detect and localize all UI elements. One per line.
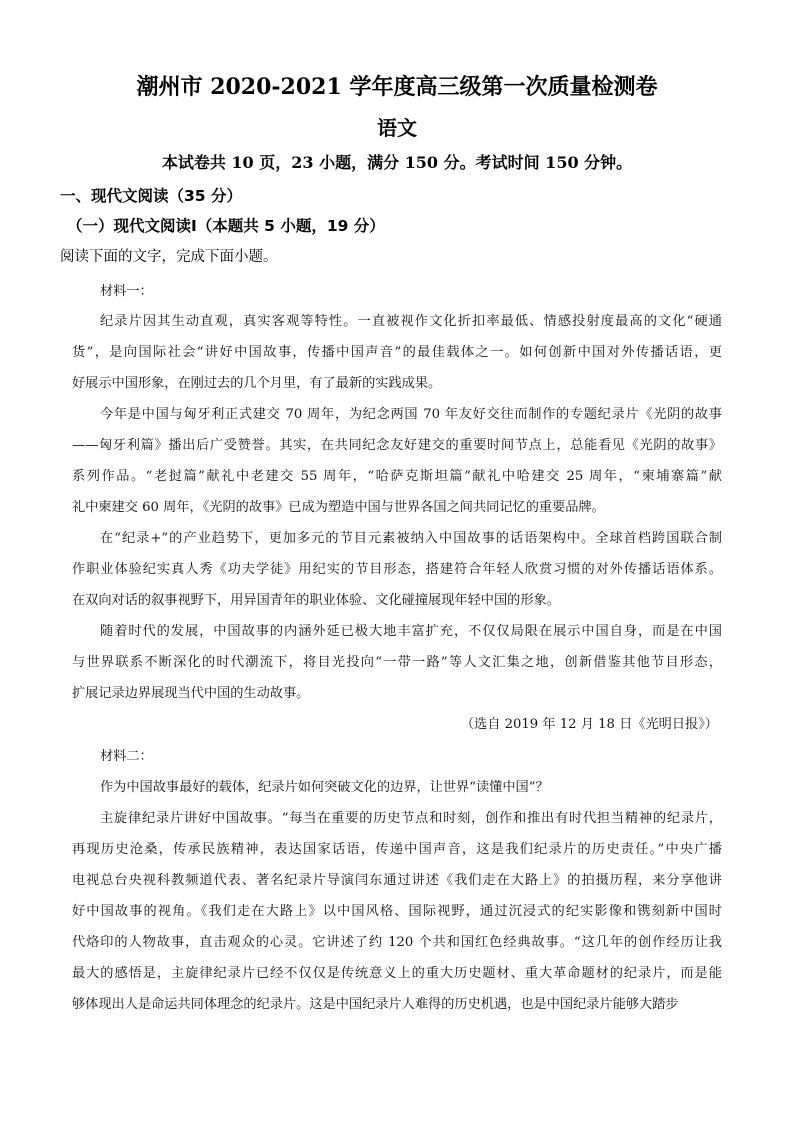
exam-info: 本试卷共 10 页，23 小题，满分 150 分。考试时间 150 分钟。	[161, 153, 633, 172]
paragraph-line: 扩展记录边界展现当代中国的生动故事。	[72, 686, 310, 701]
paragraph-first-line: 在“纪录+”的产业趋势下，更加多元的节目元素被纳入中国故事的话语架构中。全球首档跨国联合制	[100, 531, 722, 545]
section-subheading: （一）现代文阅读Ⅰ（本题共 5 小题，19 分）	[67, 217, 385, 235]
paragraph-line: 好展示中国形象，在刚过去的几个月里，有了最新的实践成果。	[72, 376, 442, 391]
material1-label: 材料一：	[100, 284, 153, 299]
paragraph-first-line: 主旋律纪录片讲好中国故事。“每当在重要的历史节点和时刻，创作和推出有时代担当精神的纪录片，	[100, 811, 722, 825]
reading-instruction: 阅读下面的文字，完成下面小题。	[60, 249, 278, 265]
paragraph-first-line: 纪录片因其生动直观，真实客观等特性。一直被视作文化折扣率最低、情感投射度最高的文化“硬通	[100, 314, 722, 328]
section-heading: 一、现代文阅读（35 分）	[60, 187, 242, 205]
paragraph-line: 礼中柬建交 60 周年，《光阴的故事》已成为塑造中国与世界各国之间共同记忆的重要品牌。	[72, 500, 605, 515]
subject-title: 语文	[377, 116, 417, 140]
paragraph-first-line: 作为中国故事最好的载体，纪录片如何突破文化的边界，让世界“读懂中国”？	[100, 780, 549, 795]
paragraph-line: ——匈牙利篇》播出后广受赞誉。其实，在共同纪念友好建交的重要时间节点上，总能看见《光阴的故事》	[72, 438, 722, 452]
paragraph-line: 够体现出人是命运共同体理念的纪录片。这是中国纪录片人难得的历史机遇，也是中国纪录片能够大踏步	[72, 997, 679, 1012]
paragraph-line: 在双向对话的叙事视野下，用异国青年的职业体验、文化碰撞展现年轻中国的形象。	[72, 593, 560, 608]
paragraph-line: 系列作品。“老挝篇”献礼中老建交 55 周年，“哈萨克斯坦篇”献礼中哈建交 25 周年，“柬埔寨篇”献	[72, 469, 722, 483]
paragraph-line: 电视总台央视科教频道代表、著名纪录片导演闫东通过讲述《我们走在大路上》的拍摄历程，来分享他讲	[72, 873, 722, 887]
material2-label: 材料二：	[100, 749, 153, 764]
paragraph-line: 最大的感悟是，主旋律纪录片已经不仅仅是传统意义上的重大历史题材、重大革命题材的纪录片，而是能	[72, 966, 722, 980]
material1-source: （选自 2019 年 12 月 18 日《光明日报》）	[460, 717, 718, 732]
exam-title: 潮州市 2020-2021 学年度高三级第一次质量检测卷	[136, 74, 658, 100]
paragraph-line: 代烙印的人物故事，直击观众的心灵。它讲述了约 120 个共和国红色经典故事。“这几年的创作经历让我	[72, 935, 722, 949]
paragraph-line: 好中国故事的视角。《我们走在大路上》以中国风格、国际视野，通过沉浸式的纪实影像和镌刻新中国时	[72, 904, 722, 918]
paragraph-line: 再现历史沧桑，传承民族精神，表达国家话语，传递中国声音，这是我们纪录片的历史责任。”中央广播	[72, 842, 722, 856]
paragraph-first-line: 今年是中国与匈牙利正式建交 70 周年，为纪念两国 70 年友好交往而制作的专题纪录片《光阴的故事	[100, 407, 722, 421]
paragraph-first-line: 随着时代的发展，中国故事的内涵外延已极大地丰富扩充，不仅仅局限在展示中国自身，而是在中国	[100, 624, 722, 638]
paragraph-line: 作职业体验纪实真人秀《功夫学徒》用纪实的节目形态，搭建符合年轻人欣赏习惯的对外传播话语体系。	[72, 562, 722, 576]
paragraph-line: 货”，是向国际社会“讲好中国故事，传播中国声音”的最佳载体之一。如何创新中国对外传播话语，更	[72, 345, 722, 359]
paragraph-line: 与世界联系不断深化的时代潮流下，将目光投向“一带一路”等人文汇集之地，创新借鉴其他节目形态，	[72, 655, 722, 669]
